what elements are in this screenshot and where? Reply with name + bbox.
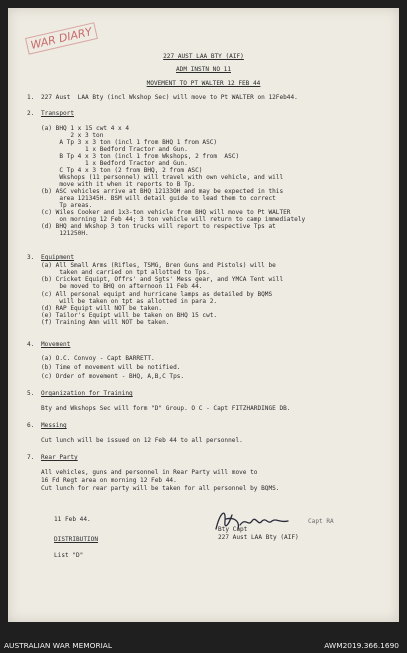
section-2-line: move with it when it reports to B Tp. — [41, 181, 196, 188]
section-7-line: Cut lunch for rear party will be taken for all personnel by BQMS. — [41, 485, 280, 492]
issue-date: 11 Feb 44. — [54, 516, 91, 523]
section-2-line: area 121345H. BSM will detail guide to lead them to correct — [41, 195, 276, 202]
section-5-text: Bty and Wkshops Sec will form "D" Group. O C - Capt FITZHARDINGE DB. — [41, 405, 291, 412]
section-6-text: Cut lunch will be issued on 12 Feb 44 to all personnel. — [41, 437, 243, 444]
section-3-line: be moved to BHQ on afternoon 11 Feb 44. — [41, 283, 203, 290]
section-4-line: (a) O.C. Convoy - Capt BARRETT. — [41, 355, 155, 362]
distribution-list: List "D" — [54, 552, 84, 559]
section-1-text: 227 Aust LAA Bty (incl Wkshop Sec) will move to Pt WALTER on 12Feb44. — [41, 94, 298, 101]
section-2-line: on morning 12 Feb 44; 3 ton vehicle will return to camp immediately — [41, 216, 306, 223]
instruction-heading: ADM INSTN NO 11 — [175, 66, 232, 73]
signatory-title: Bty Capt — [218, 526, 248, 533]
section-3-line: (d) RAP Equipt will NOT be taken. — [41, 305, 163, 312]
subject-heading: MOVEMENT TO PT WALTER 12 FEB 44 — [146, 80, 261, 87]
section-7-line: 16 Fd Regt area on morning 12 Feb 44. — [41, 477, 177, 484]
archive-name: AUSTRALIAN WAR MEMORIAL — [4, 641, 112, 650]
signature-rank: Capt RA — [308, 518, 334, 525]
section-7-line: All vehicles, guns and personnel in Rear Party will move to — [41, 469, 258, 476]
document-page — [8, 8, 399, 622]
archive-footer — [0, 640, 407, 653]
section-7-number: 7. — [27, 454, 35, 461]
section-3-line: will be taken on tpt as allotted in para 2. — [41, 298, 218, 305]
section-2-line: Wkshops (11 personnel) will travel with own vehicle, and will — [41, 174, 284, 181]
section-3-line: taken and carried on tpt allotted to Tps. — [41, 269, 210, 276]
section-2-line: B Tp 4 x 3 ton (incl 1 from Wkshops, 2 from ASC) — [41, 153, 240, 160]
section-2-line: (a) BHQ 1 x 15 cwt 4 x 4 — [41, 125, 130, 132]
section-4-number: 4. — [27, 341, 35, 348]
section-3-line: (b) Cricket Equipt, Offrs' and Sgts' Mess gear, and YMCA Tent will — [41, 276, 284, 283]
distribution-heading: DISTRIBUTION — [54, 536, 99, 543]
section-2-line: (d) BHQ and Wkshop 3 ton trucks will report to respective Tps at — [41, 223, 276, 230]
section-2-line: 1 x Bedford Tractor and Gun. — [41, 160, 188, 167]
section-2-heading: Transport — [41, 110, 75, 117]
unit-heading: 227 AUST LAA BTY (AIF) — [163, 53, 244, 60]
section-2-line: (c) Wiles Cooker and 1x3-ton vehicle from BHQ will move to Pt WALTER — [41, 209, 291, 216]
signature — [210, 499, 310, 539]
section-3-line: (e) Tailor's Equipt will be taken on BHQ 15 cwt. — [41, 312, 218, 319]
war-diary-stamp: WAR DIARY — [25, 22, 98, 54]
section-2-number: 2. — [27, 110, 35, 117]
section-2-line: 2 x 3 ton — [41, 132, 104, 139]
section-4-line: (b) Time of movement will be notified. — [41, 364, 181, 371]
section-2-line: C Tp 4 x 3 ton (2 from BHQ, 2 from ASC) — [41, 167, 203, 174]
archive-reference: AWM2019.366.1690 — [324, 641, 399, 650]
section-5-number: 5. — [27, 390, 35, 397]
section-3-line: (c) All personal equipt and hurricane lamps as detailed by BQMS — [41, 291, 273, 298]
section-7-heading: Rear Party — [41, 454, 78, 461]
signatory-unit: 227 Aust LAA Bty (AIF) — [218, 534, 299, 541]
section-4-heading: Movement — [41, 341, 71, 348]
section-6-heading: Messing — [41, 422, 67, 429]
section-5-heading: Organization for Training — [41, 390, 133, 397]
section-2-line: (b) ASC vehicles arrive at BHQ 12133OH and may be expected in this — [41, 188, 284, 195]
section-2-line: 121250H. — [41, 230, 89, 237]
section-3-line: (a) All Small Arms (Rifles, TSMG, Bren Guns and Pistols) will be — [41, 262, 276, 269]
section-3-line: (f) Training Amn will NOT be taken. — [41, 319, 170, 326]
section-3-number: 3. — [27, 254, 35, 261]
section-4-line: (c) Order of movement - BHQ, A,B,C Tps. — [41, 373, 185, 380]
section-2-line: A Tp 3 x 3 ton (incl 1 from BHQ 1 from ASC) — [41, 139, 218, 146]
section-2-line: 1 x Bedford Tractor and Gun. — [41, 146, 188, 153]
section-1-number: 1. — [27, 94, 35, 101]
section-6-number: 6. — [27, 422, 35, 429]
section-2-line: Tp areas. — [41, 202, 93, 209]
section-3-heading: Equipment — [41, 254, 75, 261]
